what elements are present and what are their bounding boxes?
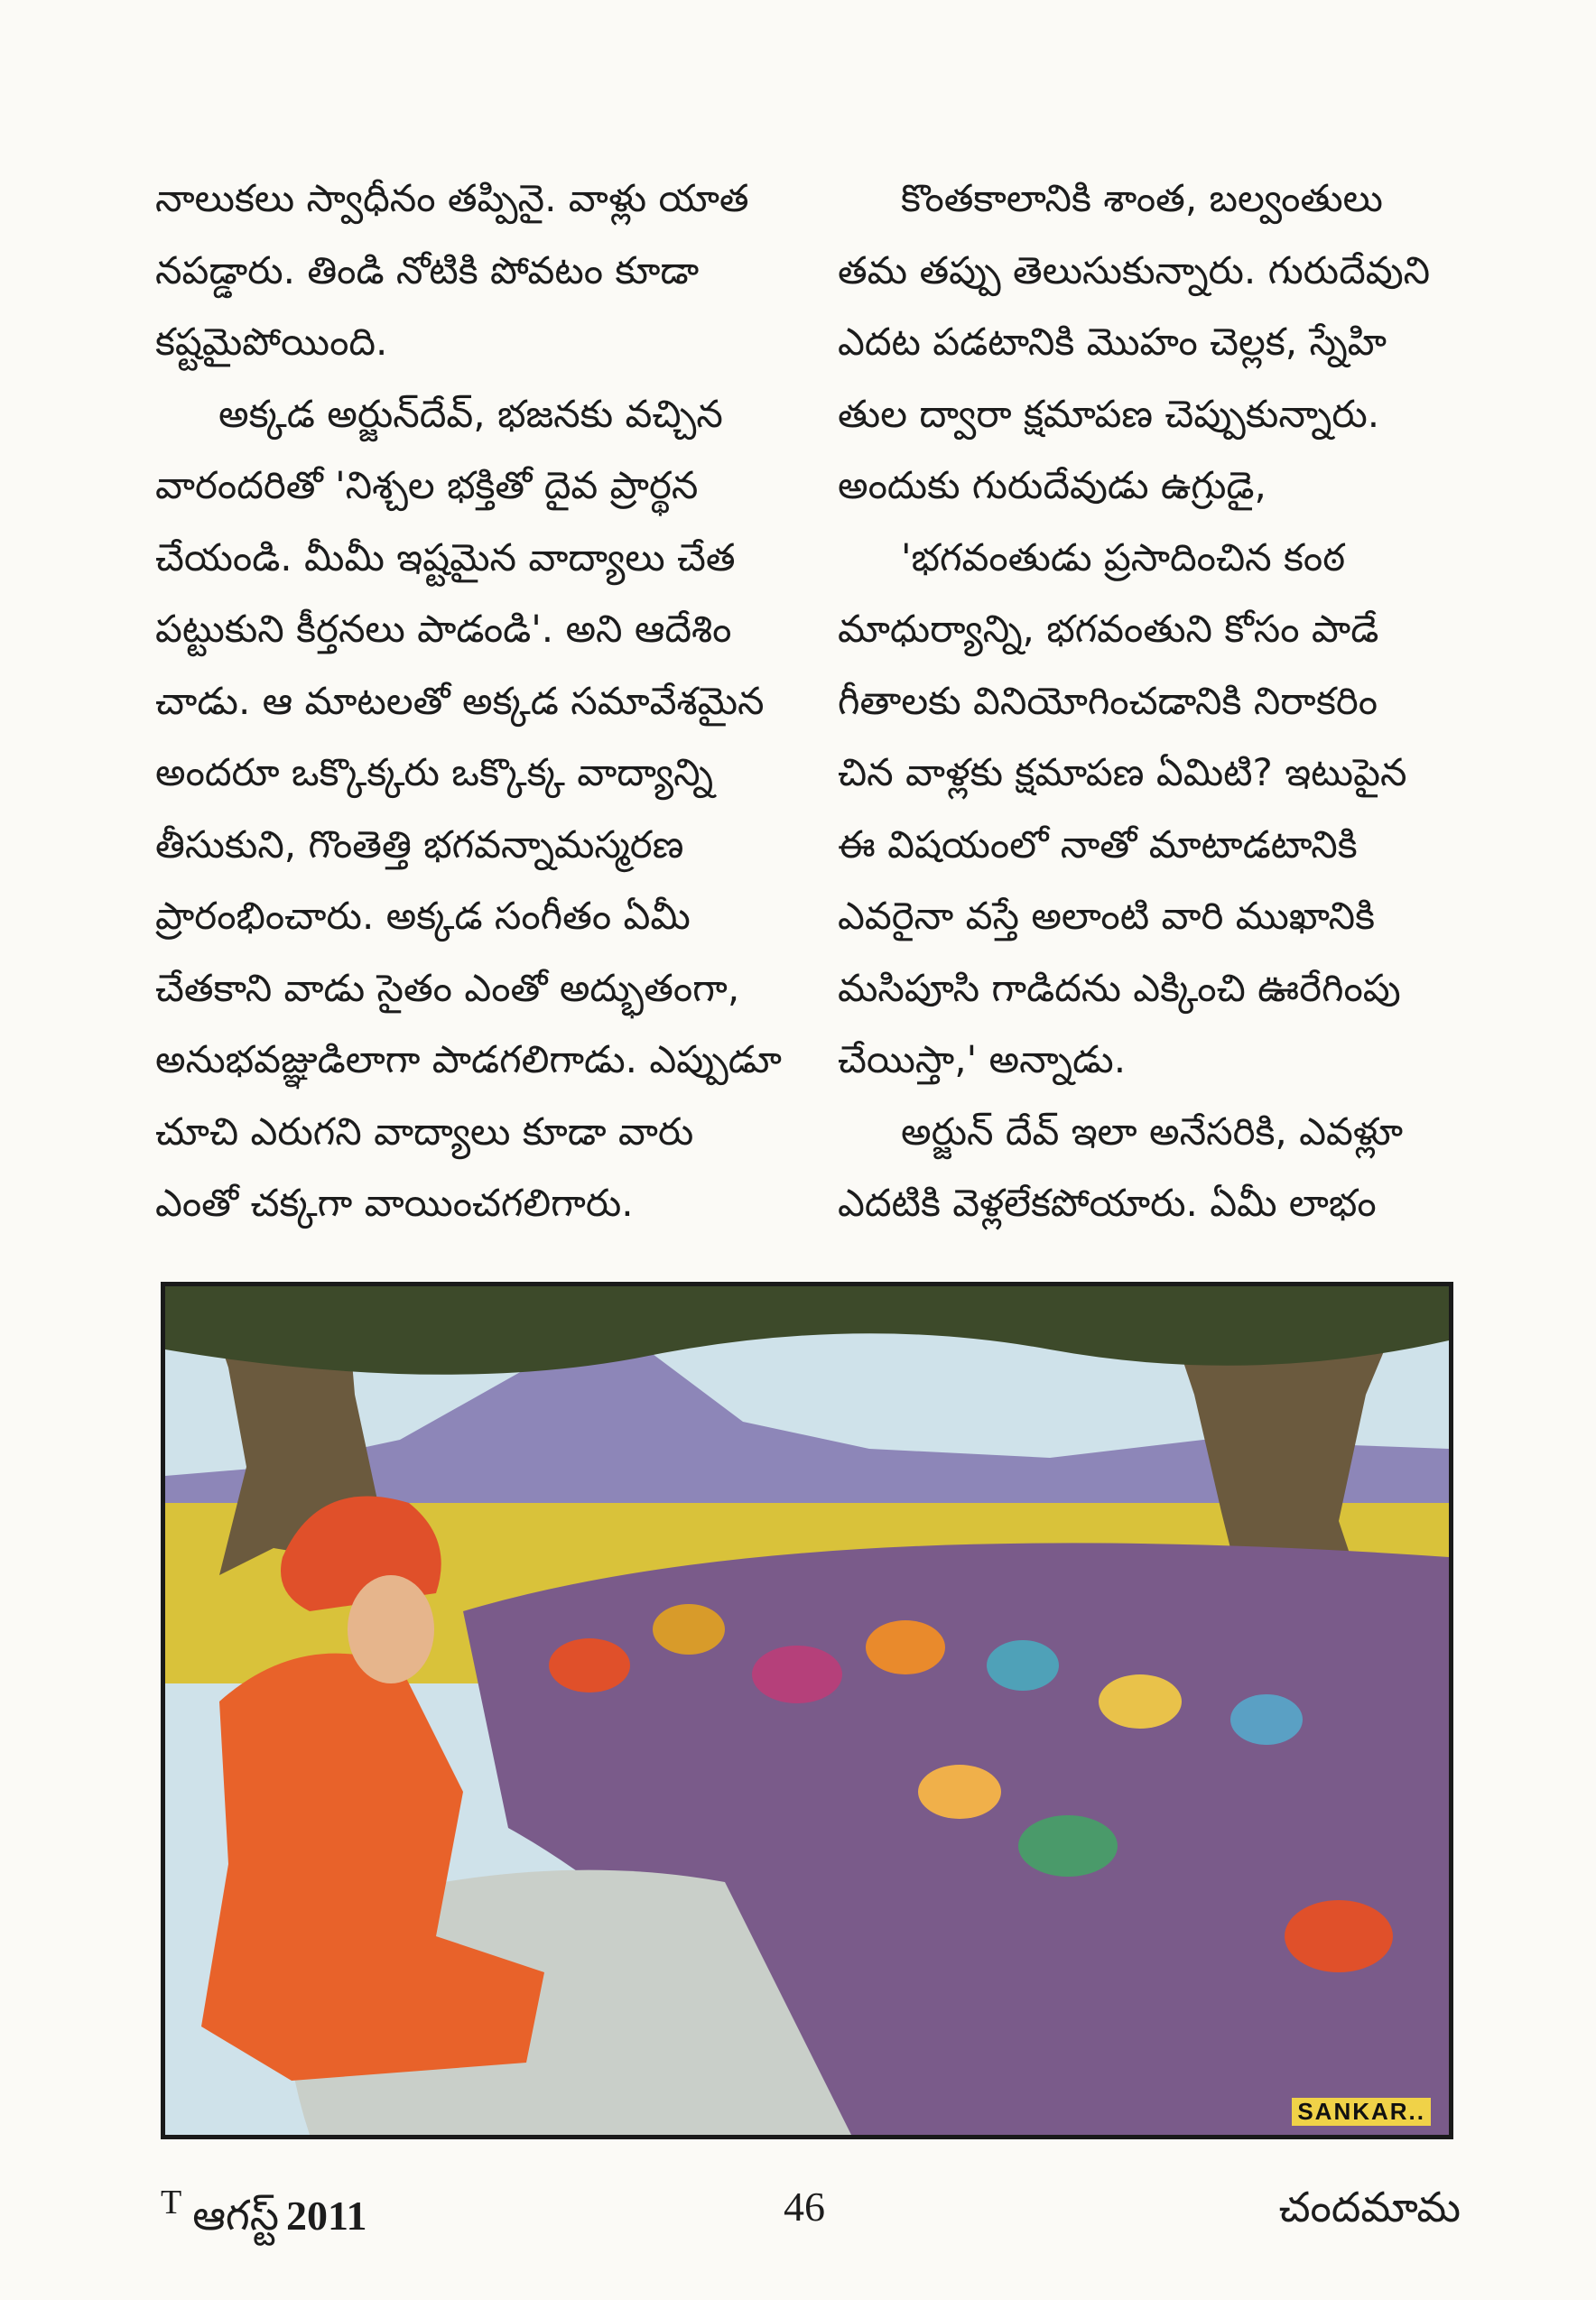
text-line: అందరూ ఒక్కొక్కరు ఒక్కొక్క వాద్యాన్ని — [155, 750, 713, 794]
text-line: కొంతకాలానికి శాంత, బల్వంతులు — [901, 176, 1383, 220]
turban-10 — [918, 1765, 1001, 1819]
text-line: అందుకు గురుదేవుడు ఉగ్రుడై, — [838, 463, 1267, 507]
footer-marker: T — [161, 2184, 182, 2221]
turban-4 — [866, 1620, 945, 1674]
text-line: మసిపూసి గాడిదను ఎక్కించి ఊరేగింపు — [838, 965, 1401, 1010]
footer-month: ఆగస్ట్ — [192, 2191, 280, 2240]
turban-5 — [987, 1640, 1059, 1691]
story-illustration — [161, 1282, 1453, 2139]
text-line: చేయండి. మీమీ ఇష్టమైన వాద్యాలు చేత — [155, 534, 736, 580]
text-line: ప్రారంభించారు. అక్కడ సంగీతం ఏమీ — [155, 894, 691, 938]
turban-2 — [653, 1604, 725, 1655]
text-line: ఈ విషయంలో నాతో మాటాడటానికి — [838, 821, 1358, 867]
text-line: చూచి ఎరుగని వాద్యాలు కూడా వారు — [155, 1108, 694, 1154]
text-line: ఎంతో చక్కగా వాయించగలిగారు. — [155, 1181, 634, 1225]
text-line: 'భగవంతుడు ప్రసాదించిన కంఠ — [901, 534, 1346, 580]
text-line: నపడ్డారు. తిండి నోటికి పోవటం కూడా — [155, 247, 700, 292]
text-line: అనుభవజ్ఞుడిలాగా పాడగలిగాడు. ఎప్పుడూ — [155, 1037, 782, 1081]
text-line: పట్టుకుని కీర్తనలు పాడండి'. అని ఆదేశిం — [155, 607, 732, 651]
text-line: ఎదటికి వెళ్లలేకపోయారు. ఏమీ లాభం — [838, 1181, 1377, 1225]
footer-year: 2011 — [286, 2193, 367, 2239]
text-line: అక్కడ అర్జున్‌దేవ్, భజనకు వచ్చిన — [218, 391, 723, 436]
turban-8 — [1018, 1815, 1118, 1877]
magazine-name: చందమామ — [1278, 2183, 1461, 2231]
illustration-drawing — [165, 1286, 1449, 2135]
turban-1 — [549, 1638, 630, 1693]
text-line: నాలుకలు స్వాధీనం తప్పినై. వాళ్లు యాత — [155, 176, 749, 220]
text-line: వారందరితో 'నిశ్చల భక్తితో దైవ ప్రార్థన — [155, 463, 699, 507]
page-number: 46 — [784, 2184, 825, 2230]
text-column-right — [838, 162, 1495, 1239]
turban-7 — [1230, 1694, 1303, 1745]
text-line: అర్జున్ దేవ్ ఇలా అనేసరికి, ఎవళ్లూ — [901, 1108, 1404, 1154]
text-line: ఎవరైనా వస్తే అలాంటి వారి ముఖానికి — [838, 894, 1376, 938]
text-line: చేతకాని వాడు సైతం ఎంతో అద్భుతంగా, — [155, 965, 740, 1010]
footer-issue-date — [161, 2183, 367, 2250]
text-column-left — [155, 162, 812, 1239]
turban-6 — [1099, 1674, 1182, 1729]
text-line: తీసుకుని, గొంతెత్తి భగవన్నామస్మరణ — [155, 821, 684, 867]
text-line: ఎదట పడటానికి మొహం చెల్లక, స్నేహి — [838, 320, 1387, 364]
artist-signature: SANKAR.. — [1292, 2098, 1431, 2126]
text-line: గీతాలకు వినియోగించడానికి నిరాకరిం — [838, 678, 1378, 723]
text-line: చిన వాళ్లకు క్షమాపణ ఏమిటి? ఇటుపైన — [838, 750, 1407, 794]
text-line: కష్టమైపోయింది. — [155, 320, 388, 364]
text-line: తమ తప్పు తెలుసుకున్నారు. గురుదేవుని — [838, 247, 1431, 292]
text-line: మాధుర్యాన్ని, భగవంతుని కోసం పాడే — [838, 607, 1379, 651]
text-line: చేయిస్తా,' అన్నాడు. — [838, 1037, 1127, 1081]
text-line: తుల ద్వారా క్షమాపణ చెప్పుకున్నారు. — [838, 391, 1380, 436]
turban-3 — [752, 1646, 842, 1703]
turban-9 — [1285, 1900, 1393, 1972]
text-line: చాడు. ఆ మాటలతో అక్కడ సమావేశమైన — [155, 678, 765, 723]
guru-face — [348, 1575, 434, 1683]
